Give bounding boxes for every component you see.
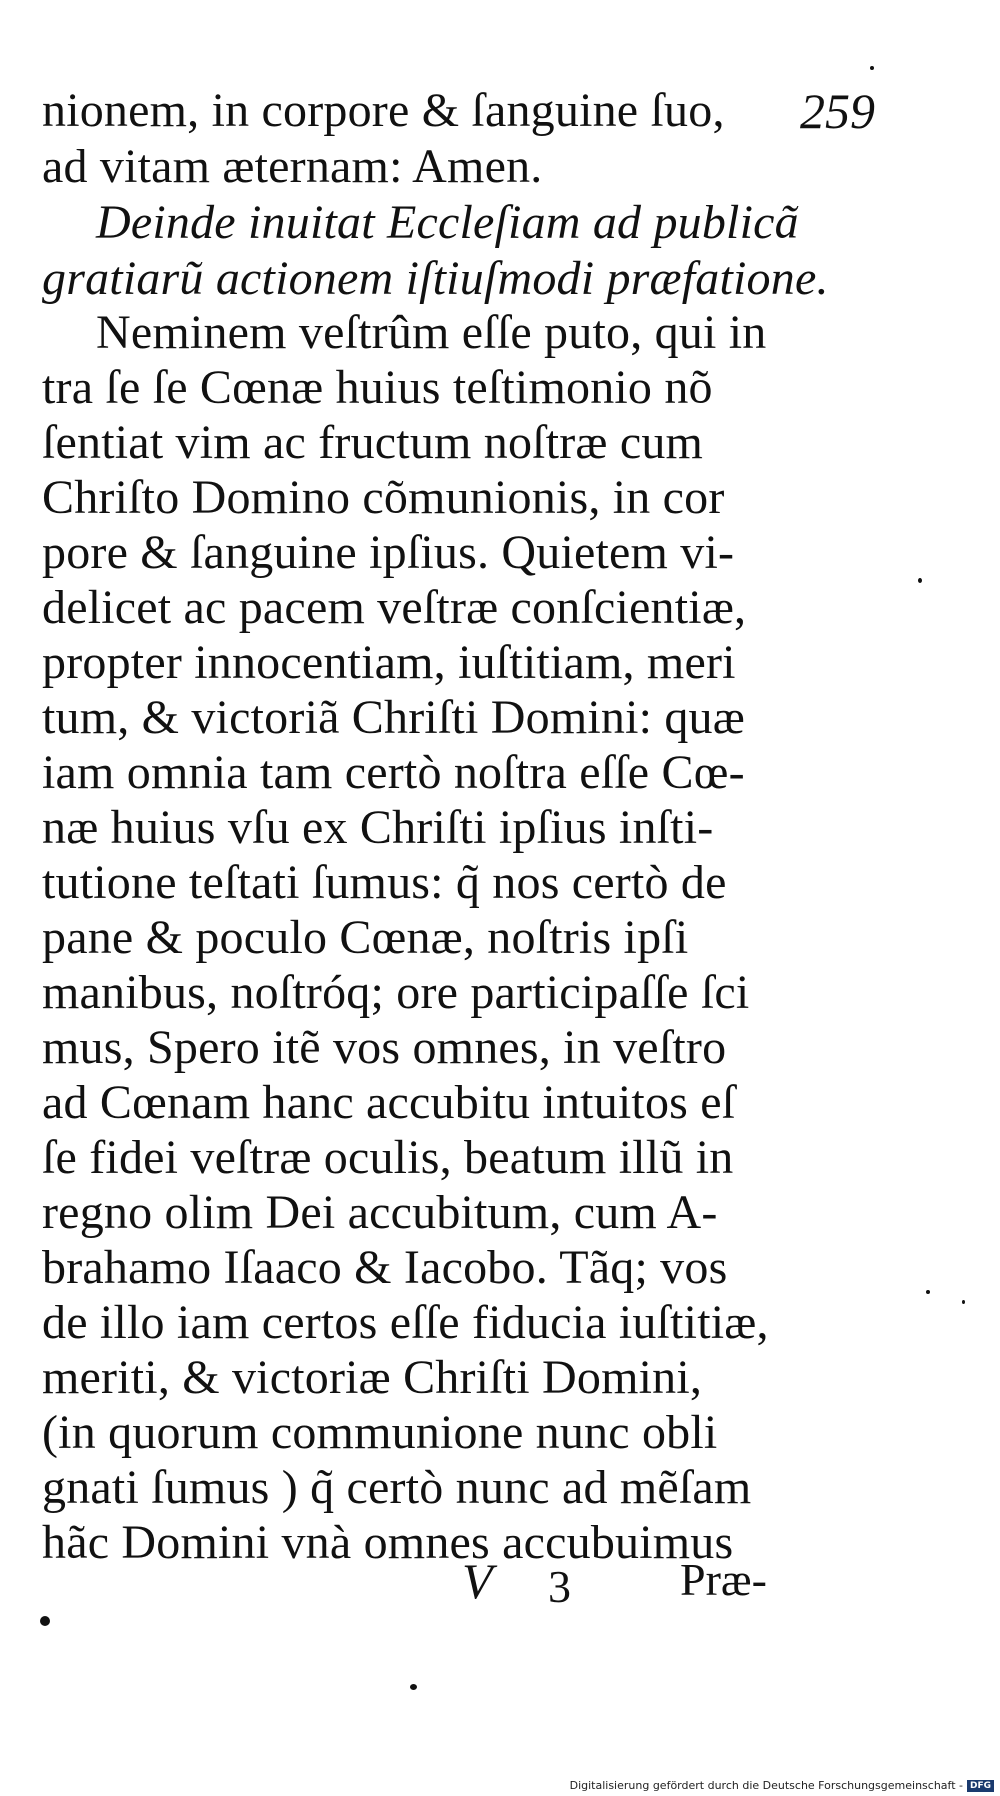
footer-text: Digitalisierung gefördert durch die Deutsche Forschungsgemeinschaft - — [569, 1779, 963, 1792]
text-line: Chriſto Domino cõmunionis, in cor — [42, 471, 725, 524]
text-line: gnati ſumus ) q̃ certò nunc ad mẽſam — [42, 1461, 752, 1514]
text-line: propter innocentiam, iuſtitiam, meri — [42, 636, 736, 689]
signature-mark: V — [462, 1553, 493, 1609]
text-line: nionem, in corpore & ſanguine ſuo, — [42, 84, 725, 137]
text-line: næ huius vſu ex Chriſti ipſius inſti- — [42, 801, 714, 854]
text-line: ad Cœnam hanc accubitu intuitos eſ — [42, 1076, 736, 1129]
text-line: tra ſe ſe Cœnæ huius teſtimonio nõ — [42, 361, 713, 414]
text-line: ſe fidei veſtræ oculis, beatum illũ in — [42, 1131, 734, 1184]
ink-speck — [40, 1616, 50, 1626]
text-line: iam omnia tam certò noſtra eſſe Cœ- — [42, 746, 745, 799]
catchword: Præ- — [680, 1554, 767, 1605]
text-line: Neminem veſtrûm eſſe puto, qui in — [96, 306, 767, 359]
text-line: meriti, & victoriæ Chriſti Domini, — [42, 1351, 703, 1404]
text-line: brahamo Iſaaco & Iacobo. Tãq; vos — [42, 1241, 728, 1294]
text-line: de illo iam certos eſſe fiducia iuſtitiæ, — [42, 1296, 769, 1349]
page-number: 259 — [800, 83, 875, 139]
text-line: ad vitam æternam: Amen. — [42, 140, 543, 193]
ink-speck — [870, 66, 874, 70]
ink-speck — [926, 1290, 930, 1294]
text-line: regno olim Dei accubitum, cum A- — [42, 1186, 718, 1239]
digitization-footer — [570, 1779, 994, 1792]
text-line: hãc Domini vnà omnes accubuimus — [42, 1516, 734, 1569]
text-line: tutione teſtati ſumus: q̃ nos certò de — [42, 856, 727, 909]
signature-number: 3 — [548, 1561, 571, 1612]
text-line: tum, & victoriã Chriſti Domini: quæ — [42, 691, 745, 744]
ink-speck — [918, 578, 922, 583]
ink-speck — [410, 1684, 417, 1690]
text-line: delicet ac pacem veſtræ conſcientiæ, — [42, 581, 747, 634]
text-line: mus, Spero itẽ vos omnes, in veſtro — [42, 1021, 727, 1074]
text-line: pore & ſanguine ipſius. Quietem vi- — [42, 526, 735, 579]
text-line: ſentiat vim ac fructum noſtræ cum — [42, 416, 704, 469]
heading-line: Deinde inuitat Eccleſiam ad publicã — [96, 196, 799, 249]
text-line: manibus, noſtróq; ore participaſſe ſci — [42, 966, 750, 1019]
text-line: (in quorum communione nunc obli — [42, 1406, 718, 1459]
dfg-logo-icon: DFG — [967, 1780, 994, 1792]
ink-speck — [962, 1300, 965, 1304]
text-line: pane & poculo Cœnæ, noſtris ipſi — [42, 911, 689, 964]
heading-line: gratiarũ actionem iſtiuſmodi præfatione. — [42, 252, 829, 305]
